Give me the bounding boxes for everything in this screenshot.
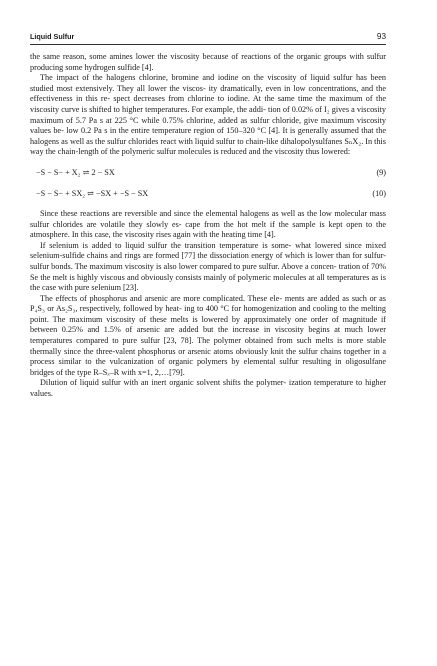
equation-number: (9)	[376, 167, 386, 177]
paragraph-dilution: Dilution of liquid sulfur with an inert organic solvent shifts the polymer- ization temperature to higher values.	[30, 378, 386, 399]
paragraph-reversible: Since these reactions are reversible and since the elemental halogens as well as the low molecular mass sulfur chlorides are volatile they slowly es- cape from the hot melt if the sample is kept open to the atmosphere. In this case, the viscosity rises again with the heating time [4].	[30, 208, 386, 240]
paragraph-halogens: The impact of the halogens chlorine, bromine and iodine on the viscosity of liquid sulfur has been studied most extensively. They all lower the viscos- ity dramatically, even in low concentrations, and the effectiveness in this re- spect decreases from chlorine to iodine. At the same time the maximum of the viscosity curve is shifted to higher temperatures. For example, the addi- tion of 0.02% of I₂ gives a viscosity maximum of 5.7 Pa s at 225 °C while 0.75% chlorine, added as sulfur chloride, give maximum viscosity values be- low 0.2 Pa s in the entire temperature region of 150–320 °C [4]. It is generally assumed that the halogens as well as the sulfur chlorides react with liquid sulfur to chain-like dihalopolysulfanes SₙX₂. In this way the chain-length of the polymeric sulfur molecules is reduced and the viscosity thus lowered:	[30, 73, 387, 157]
running-title: Liquid Sulfur	[30, 32, 75, 41]
page-header	[30, 31, 386, 43]
equation-number: (10)	[372, 188, 386, 198]
paragraph-phosphorus-arsenic: The effects of phosphorus and arsenic are more complicated. These ele- ments are added as such or as P₄S₃ or As₂S₃, respectively, followed by heat- ing to 400 °C for homogenization and cooling to the melting point. The maximum viscosity of these melts is lowered by approximately one order of magnitude if between 0.25% and 1.5% of arsenic are added but the increase in viscosity begins at much lower temperatures compared to pure sulfur [23, 78]. The polymer obtained from such melts is more stable thermally since the three-valent phosphorus or arsenic atoms obviously knit the sulfur chains together in a process similar to the vulcanization of organic polymers by elemental sulfur resulting in oligosulfane bridges of the type R–Sₓ–R with x=1, 2,…[79].	[30, 293, 387, 377]
header-rule	[30, 44, 386, 45]
body-text	[30, 52, 386, 400]
equation-10	[30, 188, 386, 200]
page-number: 93	[376, 32, 386, 41]
equation-9	[30, 167, 386, 179]
paragraph-1: the same reason, some amines lower the viscosity because of reactions of the organic groups with sulfur producing some hydrogen sulfide [4].	[30, 52, 386, 72]
paragraph-selenium: If selenium is added to liquid sulfur the transition temperature is some- what lowered since mixed selenium-sulfide chains and rings are formed [77] the dissociation energy of which is lower than for sulfur-sulfur bonds. The maximum viscosity is also lower compared to pure sulfur. Above a concen- tration of 70% Se the melt is highly viscous and obviously consists mainly of polymeric molecules at all temperatures as is the case with pure selenium [23].	[30, 240, 387, 293]
equation-formula: −S − S− + SX₂ ⇌ −SX + −S − SX	[36, 188, 149, 198]
equation-formula: −S − S− + X₂ ⇌ 2 − SX	[36, 167, 115, 177]
